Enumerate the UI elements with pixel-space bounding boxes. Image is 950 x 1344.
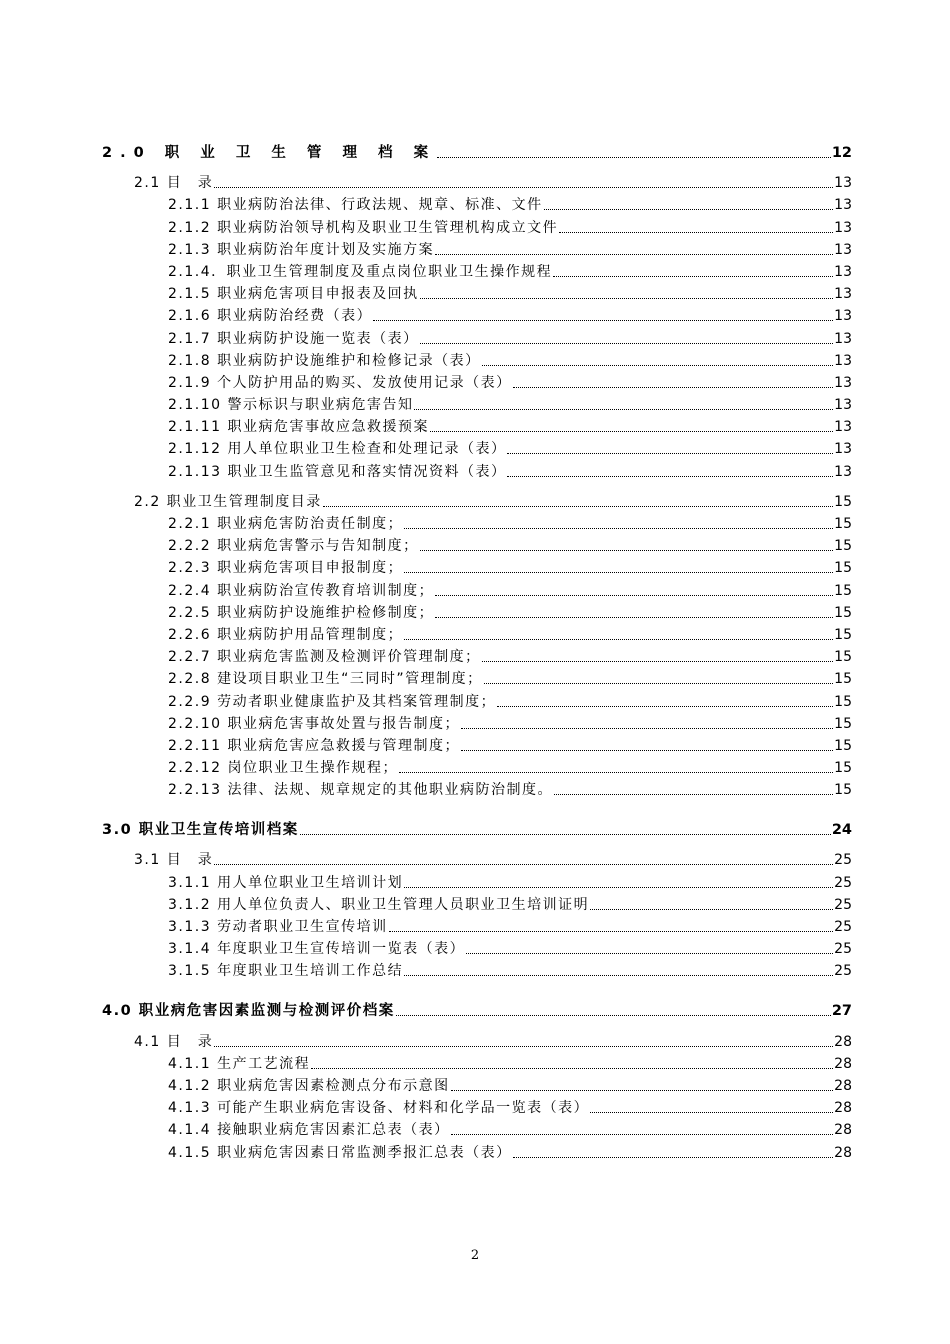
toc-section-heading[interactable] xyxy=(102,813,852,839)
dot-leader xyxy=(461,728,833,729)
toc-page-number: 13 xyxy=(834,374,852,391)
dot-leader xyxy=(559,232,833,233)
toc-entry-label: 4.1.1 生产工艺流程 xyxy=(168,1055,311,1072)
toc-item[interactable] xyxy=(102,1139,852,1161)
dot-leader xyxy=(513,1157,833,1158)
dot-leader xyxy=(507,453,833,454)
toc-entry-label: 3.1.3 劳动者职业卫生宣传培训 xyxy=(168,919,388,935)
toc-page-number: 28 xyxy=(834,1077,852,1094)
toc-entry-label: 2.2.8 建设项目职业卫生“三同时”管理制度； xyxy=(168,671,483,688)
dot-leader xyxy=(507,476,833,477)
toc-page-number: 15 xyxy=(834,560,852,577)
dot-leader xyxy=(323,506,833,507)
toc-entry-label: 3.1.4 年度职业卫生宣传培训一览表（表） xyxy=(168,941,466,958)
toc-subsection[interactable] xyxy=(102,170,852,192)
toc-item[interactable] xyxy=(102,755,852,777)
toc-item[interactable] xyxy=(102,600,852,622)
toc-entry-label: 2.2.5 职业病防护设施维护检修制度； xyxy=(168,604,435,621)
dot-leader xyxy=(451,1090,833,1091)
toc-item[interactable] xyxy=(102,688,852,710)
toc-item[interactable] xyxy=(102,303,852,325)
toc-page-number: 13 xyxy=(834,219,852,236)
dot-leader xyxy=(404,639,833,640)
toc-page-number: 28 xyxy=(834,1033,852,1050)
toc-page-number: 25 xyxy=(834,941,852,958)
toc-entry-label: 2.1.10 警示标识与职业病危害告知 xyxy=(168,397,414,414)
toc-item[interactable] xyxy=(102,259,852,281)
toc-page-number: 13 xyxy=(834,397,852,414)
dot-leader xyxy=(420,298,833,299)
toc-entry-label: 2.2.3 职业病危害项目申报制度； xyxy=(168,560,404,577)
dot-leader xyxy=(214,864,833,865)
toc-entry-label: 3.0 职业卫生宣传培训档案 xyxy=(102,822,299,839)
toc-item[interactable] xyxy=(102,1117,852,1139)
toc-item[interactable] xyxy=(102,511,852,533)
toc-section-heading[interactable] xyxy=(102,136,852,162)
toc-page-number: 13 xyxy=(834,330,852,347)
dot-leader xyxy=(497,706,833,707)
dot-leader xyxy=(553,276,833,277)
toc-subsection[interactable] xyxy=(102,847,852,869)
dot-leader xyxy=(466,953,833,954)
toc-entry-label: 2.1.8 职业病防护设施维护和检修记录（表） xyxy=(168,352,481,369)
toc-page-number: 15 xyxy=(834,516,852,532)
toc-page-number: 12 xyxy=(831,145,852,161)
toc-entry-label: 4.1 目 录 xyxy=(134,1033,214,1050)
toc-entry-label: 2.1.7 职业病防护设施一览表（表） xyxy=(168,330,419,347)
spacer xyxy=(102,980,852,994)
dot-leader xyxy=(404,887,833,888)
toc-entry-label: 2.2.1 职业病危害防治责任制度； xyxy=(168,516,404,532)
toc-page-number: 15 xyxy=(834,715,852,732)
toc-entry-label: 4.0 职业病危害因素监测与检测评价档案 xyxy=(102,1003,395,1020)
dot-leader xyxy=(590,1112,833,1113)
dot-leader xyxy=(590,909,833,910)
toc-item[interactable] xyxy=(102,666,852,688)
toc-section-heading[interactable] xyxy=(102,994,852,1020)
dot-leader xyxy=(461,750,833,751)
toc-page-number: 15 xyxy=(834,493,852,510)
dot-leader xyxy=(214,1046,833,1047)
toc-entry-label: 2.2.11 职业病危害应急救援与管理制度； xyxy=(168,737,460,754)
toc-page-number: 15 xyxy=(834,671,852,688)
toc-item[interactable] xyxy=(102,392,852,414)
toc-item[interactable] xyxy=(102,370,852,392)
toc-entry-label: 2.1.11 职业病危害事故应急救援预案 xyxy=(168,419,429,436)
toc-item[interactable] xyxy=(102,777,852,799)
toc-page-number: 13 xyxy=(834,286,852,303)
toc-page-number: 15 xyxy=(834,649,852,666)
dot-leader xyxy=(435,617,833,618)
toc-page-number: 15 xyxy=(834,782,852,799)
toc-item[interactable] xyxy=(102,237,852,259)
toc-entry-label: 2.2.7 职业病危害监测及检测评价管理制度； xyxy=(168,649,481,666)
toc-page-number: 25 xyxy=(834,874,852,891)
toc-item[interactable] xyxy=(102,1095,852,1117)
toc-entry-label: 2.1.5 职业病危害项目申报表及回执 xyxy=(168,286,419,303)
dot-leader xyxy=(414,409,833,410)
toc-page-number: 15 xyxy=(834,693,852,710)
toc-page-number: 15 xyxy=(834,626,852,643)
dot-leader xyxy=(482,365,833,366)
toc-entry-label: 2.1.2 职业病防治领导机构及职业卫生管理机构成立文件 xyxy=(168,219,559,236)
toc-page-number: 13 xyxy=(834,441,852,458)
toc-page-number: 15 xyxy=(834,760,852,777)
toc-entry-label: 4.1.4 接触职业病危害因素汇总表（表） xyxy=(168,1122,450,1139)
toc-entry-label: 3.1.5 年度职业卫生培训工作总结 xyxy=(168,963,404,980)
toc-item[interactable] xyxy=(102,414,852,436)
toc-entry-label: 2.1.13 职业卫生监管意见和落实情况资料（表） xyxy=(168,463,507,480)
toc-entry-label: 4.1.3 可能产生职业病危害设备、材料和化学品一览表（表） xyxy=(168,1100,590,1117)
toc-item[interactable] xyxy=(102,533,852,555)
toc-item[interactable] xyxy=(102,914,852,936)
toc-item[interactable] xyxy=(102,192,852,214)
dot-leader xyxy=(484,683,833,684)
toc-item[interactable] xyxy=(102,555,852,577)
toc-item[interactable] xyxy=(102,892,852,914)
toc-entry-label: 2.2.4 职业病防治宣传教育培训制度； xyxy=(168,582,435,599)
dot-leader xyxy=(451,1134,833,1135)
toc-page-number: 13 xyxy=(834,308,852,325)
toc-entry-label: 2.2.9 劳动者职业健康监护及其档案管理制度； xyxy=(168,693,497,710)
toc-page-number: 28 xyxy=(834,1122,852,1139)
dot-leader xyxy=(404,572,833,573)
spacer xyxy=(102,481,852,489)
toc-entry-label: 2.2.2 职业病危害警示与告知制度； xyxy=(168,538,419,555)
toc-entry-label: 4.1.2 职业病危害因素检测点分布示意图 xyxy=(168,1077,450,1094)
dot-leader xyxy=(437,157,831,158)
toc-page-number: 25 xyxy=(834,852,852,869)
toc-entry-label: 2.1.1 职业病防治法律、行政法规、规章、标准、文件 xyxy=(168,197,543,214)
toc-item[interactable] xyxy=(102,281,852,303)
toc-entry-label: 3.1.1 用人单位职业卫生培训计划 xyxy=(168,874,404,891)
toc-entry-label: 2.2.10 职业病危害事故处置与报告制度； xyxy=(168,715,460,732)
toc-page-number: 13 xyxy=(834,463,852,480)
toc-item[interactable] xyxy=(102,458,852,480)
dot-leader xyxy=(430,431,833,432)
dot-leader xyxy=(399,772,833,773)
dot-leader xyxy=(482,661,833,662)
toc-page-number: 13 xyxy=(834,241,852,258)
toc-entry-label: 2.2.12 岗位职业卫生操作规程； xyxy=(168,760,398,777)
spacer xyxy=(102,1020,852,1028)
toc-item[interactable] xyxy=(102,348,852,370)
toc-entry-label: 2.1.3 职业病防治年度计划及实施方案 xyxy=(168,241,435,258)
toc-entry-label: 2.2 职业卫生管理制度目录 xyxy=(134,493,322,510)
toc-entry-label: 2.2.6 职业病防护用品管理制度； xyxy=(168,626,404,643)
toc-subsection[interactable] xyxy=(102,1028,852,1050)
toc-item[interactable] xyxy=(102,325,852,347)
toc-page-number: 13 xyxy=(834,263,852,280)
toc-item[interactable] xyxy=(102,958,852,980)
page-number: 2 xyxy=(470,1248,480,1263)
toc-page-number: 24 xyxy=(831,822,852,839)
toc-entry-label: 2.0 职 业 卫 生 管 理 档 案 xyxy=(102,145,437,161)
toc-subsection[interactable] xyxy=(102,489,852,511)
toc-item[interactable] xyxy=(102,936,852,958)
spacer xyxy=(102,839,852,847)
toc-entry-label: 3.1 目 录 xyxy=(134,852,214,869)
toc-entry-label: 3.1.2 用人单位负责人、职业卫生管理人员职业卫生培训证明 xyxy=(168,896,590,913)
toc-page-number: 25 xyxy=(834,963,852,980)
toc-entry-label: 4.1.5 职业病危害因素日常监测季报汇总表（表） xyxy=(168,1144,512,1161)
toc-page-number: 28 xyxy=(834,1055,852,1072)
toc-item[interactable] xyxy=(102,644,852,666)
dot-leader xyxy=(300,834,831,835)
toc-entry-label: 2.1.12 用人单位职业卫生检查和处理记录（表） xyxy=(168,441,507,458)
toc-item[interactable] xyxy=(102,1051,852,1073)
toc-page-number: 15 xyxy=(834,737,852,754)
dot-leader xyxy=(513,387,833,388)
toc-item[interactable] xyxy=(102,711,852,733)
toc-entry-label: 2.1 目 录 xyxy=(134,175,214,192)
toc-item[interactable] xyxy=(102,214,852,236)
dot-leader xyxy=(404,975,833,976)
dot-leader xyxy=(311,1068,833,1069)
toc-page-number: 13 xyxy=(834,419,852,436)
toc-page-number: 27 xyxy=(831,1003,852,1020)
spacer xyxy=(102,799,852,813)
dot-leader xyxy=(389,931,833,932)
toc-item[interactable] xyxy=(102,622,852,644)
toc-page-number: 28 xyxy=(834,1144,852,1161)
toc-page-number: 15 xyxy=(834,604,852,621)
toc-item[interactable] xyxy=(102,1073,852,1095)
toc-entry-label: 2.1.6 职业病防治经费（表） xyxy=(168,308,373,325)
dot-leader xyxy=(373,320,833,321)
toc-page-number: 13 xyxy=(834,175,852,192)
toc-page-number: 28 xyxy=(834,1100,852,1117)
toc-page-number: 15 xyxy=(834,538,852,555)
dot-leader xyxy=(435,595,833,596)
toc-page-number: 25 xyxy=(834,896,852,913)
toc-entry-label: 2.1.4．职业卫生管理制度及重点岗位职业卫生操作规程 xyxy=(168,263,553,280)
toc-page-number: 13 xyxy=(834,352,852,369)
toc-item[interactable] xyxy=(102,869,852,891)
dot-leader xyxy=(420,343,833,344)
toc-entry-label: 2.2.13 法律、法规、规章规定的其他职业病防治制度。 xyxy=(168,782,553,799)
dot-leader xyxy=(404,528,833,529)
toc-page-number: 15 xyxy=(834,582,852,599)
dot-leader xyxy=(214,187,833,188)
toc-item[interactable] xyxy=(102,436,852,458)
toc-item[interactable] xyxy=(102,577,852,599)
spacer xyxy=(102,162,852,170)
dot-leader xyxy=(396,1015,831,1016)
toc-entry-label: 2.1.9 个人防护用品的购买、发放使用记录（表） xyxy=(168,374,512,391)
toc-page-number: 13 xyxy=(834,197,852,214)
toc-page-number: 25 xyxy=(834,919,852,935)
dot-leader xyxy=(420,550,833,551)
toc-item[interactable] xyxy=(102,733,852,755)
table-of-contents xyxy=(102,136,852,1162)
dot-leader xyxy=(554,794,833,795)
dot-leader xyxy=(544,209,833,210)
dot-leader xyxy=(435,254,833,255)
